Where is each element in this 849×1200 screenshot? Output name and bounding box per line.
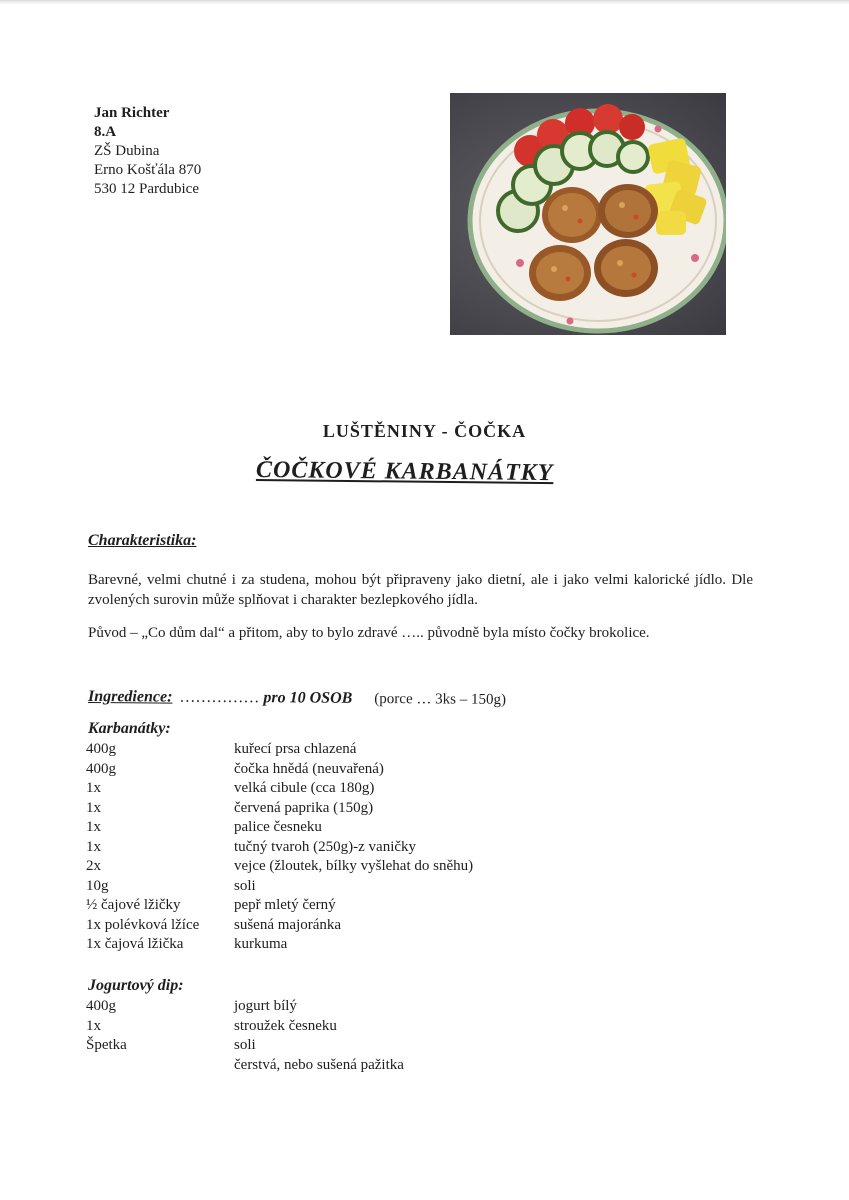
ingredient-quantity: 1x [86,799,101,816]
recipe-title: ČOČKOVÉ KARBANÁTKY [255,457,554,487]
ingredient-quantity: 10g [86,877,109,894]
ingredient-quantity: 1x [86,780,101,796]
ingredients-persons: pro 10 OSOB [263,689,353,707]
ingredient-quantity: 400g [86,998,116,1014]
ingredient-name: sušená majoránka [234,916,342,933]
ingredient-quantity: 1x polévková lžíce [86,916,200,933]
author-street: Erno Košťála 870 [94,162,202,178]
food-photo [450,93,726,335]
origin-text: Původ – „Co dům dal“ a přitom, aby to bylo zdravé ….. původně byla místo čočky brokolice. [88,625,650,641]
author-class: 8.A [94,124,117,140]
ingredient-quantity: 1x čajová lžička [86,936,184,952]
ingredient-name: jogurt bílý [234,998,297,1014]
ingredient-name: velká cibule (cca 180g) [234,780,375,796]
meatballs-title: Karbanátky: [88,720,171,737]
ingredient-quantity: 400g [86,741,116,757]
characteristics-text: Barevné, velmi chutné i za studena, mohou být připraveny jako dietní, ale i jako velmi kalorické jídlo. Dle zvolených surovin může splňovat i charakter bezlepkového jídla. [88,572,753,608]
ingredients-portion: (porce … 3ks – 150g) [374,690,507,708]
ingredient-quantity: 1x [86,838,101,855]
author-block [94,104,201,199]
scan-edge [0,0,849,5]
ingredient-name: soli [234,877,256,894]
ingredient-name: kurkuma [234,936,288,952]
ingredient-name: kuřecí prsa chlazená [234,741,357,757]
ingredients-line [88,688,506,709]
author-name: Jan Richter [94,105,170,121]
characteristics-heading: Charakteristika: [88,532,197,549]
ingredient-name: palice česneku [234,819,322,835]
ingredient-name: soli [234,1037,256,1053]
ingredient-name: čerstvá, nebo sušená pažitka [234,1056,404,1073]
dip-title: Jogurtový dip: [88,977,184,994]
ingredient-name: červená paprika (150g) [234,799,374,816]
ingredients-dots: …………… [179,688,260,707]
author-city: 530 12 Pardubice [94,181,199,197]
ingredient-name: pepř mletý černý [234,897,336,913]
ingredient-name: stroužek česneku [234,1017,337,1034]
ingredient-name: tučný tvaroh (250g)-z vaničky [234,838,417,855]
recipe-category: LUŠTĚNINY - ČOČKA [322,421,527,441]
author-school: ZŠ Dubina [94,143,160,159]
ingredient-name: vejce (žloutek, bílky vyšlehat do sněhu) [234,858,474,874]
ingredient-quantity: ½ čajové lžičky [86,897,181,913]
ingredient-quantity: 1x [86,819,101,835]
ingredient-quantity: 400g [86,760,116,777]
ingredient-quantity: 1x [86,1017,101,1034]
ingredient-quantity: Špetka [86,1037,127,1053]
ingredient-name: čočka hnědá (neuvařená) [234,760,384,777]
ingredients-heading: Ingredience: [87,688,173,706]
ingredient-quantity: 2x [86,858,101,874]
